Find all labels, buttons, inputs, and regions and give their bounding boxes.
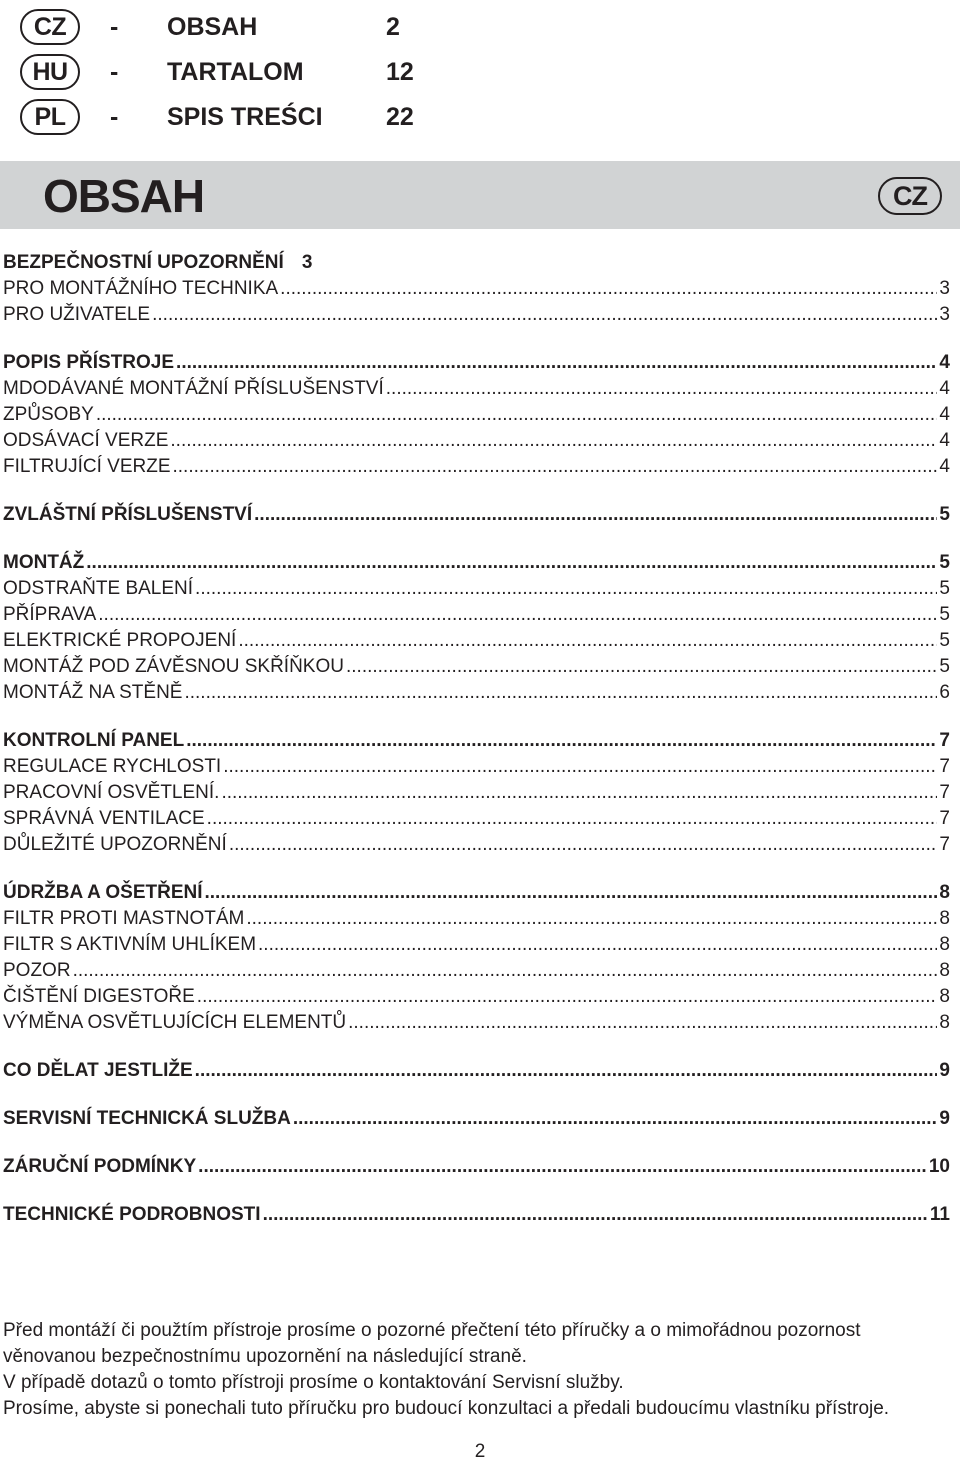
- toc-entry[interactable]: [3, 832, 950, 858]
- dot-leader: [73, 958, 938, 984]
- language-section-title: OBSAH: [167, 12, 258, 41]
- language-section-title: TARTALOM: [167, 57, 304, 86]
- intro-note: [3, 1318, 958, 1422]
- table-of-contents: [3, 250, 950, 1228]
- toc-entry-title: ÚDRŽBA A OŠETŘENÍ: [3, 882, 203, 903]
- language-section-page: 2: [386, 12, 400, 41]
- toc-entry[interactable]: [3, 250, 950, 276]
- dot-leader: [173, 454, 938, 480]
- toc-entry[interactable]: [3, 958, 950, 984]
- dot-leader: [254, 502, 937, 528]
- language-section-page: 22: [386, 102, 414, 131]
- toc-entry[interactable]: [3, 754, 950, 780]
- toc-entry[interactable]: [3, 806, 950, 832]
- toc-entry-page: 4: [939, 404, 950, 425]
- toc-entry[interactable]: [3, 1106, 950, 1132]
- toc-entry-page: 8: [939, 986, 950, 1007]
- toc-entry-page: 4: [939, 352, 950, 373]
- dot-leader: [207, 806, 938, 832]
- note-paragraph: V případě dotazů o tomto přístroji prosíme o kontaktování Servisní služby.: [3, 1372, 624, 1393]
- toc-entry-title: ELEKTRICKÉ PROPOJENÍ: [3, 630, 237, 651]
- toc-entry-title: MONTÁŽ POD ZÁVĚSNOU SKŘÍŇKOU: [3, 656, 344, 677]
- toc-entry[interactable]: [3, 302, 950, 328]
- toc-entry[interactable]: [3, 1202, 950, 1228]
- toc-entry-title: PRO MONTÁŽNÍHO TECHNIKA: [3, 278, 279, 299]
- toc-entry-title: CO DĚLAT JESTLIŽE: [3, 1060, 193, 1081]
- toc-entry[interactable]: [3, 728, 950, 754]
- toc-entry-title: KONTROLNÍ PANEL: [3, 730, 185, 751]
- toc-entry[interactable]: [3, 654, 950, 680]
- toc-entry-title: ODSÁVACÍ VERZE: [3, 430, 169, 451]
- toc-entry-page: 3: [939, 278, 950, 299]
- toc-entry-page: 7: [939, 756, 950, 777]
- separator: -: [110, 12, 119, 41]
- toc-entry[interactable]: [3, 376, 950, 402]
- toc-entry-page: 7: [939, 782, 950, 803]
- toc-entry-page: 5: [939, 604, 950, 625]
- dot-leader: [238, 628, 937, 654]
- note-paragraph: Před montáží či použtím přístroje prosíme o pozorné přečtení této příručky a o mimořádnou pozornost věnovanou bezpečnostnímu upozornění na následující straně.: [3, 1320, 861, 1367]
- toc-entry-page: 4: [939, 378, 950, 399]
- toc-entry[interactable]: [3, 576, 950, 602]
- toc-entry-page: 6: [939, 682, 950, 703]
- toc-entry-page: 4: [939, 456, 950, 477]
- toc-entry-page: 8: [939, 882, 950, 903]
- toc-entry-page: 7: [939, 730, 950, 751]
- dot-leader: [198, 1154, 927, 1180]
- toc-entry-page: 10: [928, 1156, 950, 1177]
- toc-entry[interactable]: [3, 1058, 950, 1084]
- toc-entry-title: BEZPEČNOSTNÍ UPOZORNĚNÍ: [3, 252, 284, 273]
- language-section-page: 12: [386, 57, 414, 86]
- dot-leader: [229, 832, 938, 858]
- toc-entry-title: FILTRUJÍCÍ VERZE: [3, 456, 171, 477]
- toc-entry-page: 5: [939, 552, 950, 573]
- toc-entry[interactable]: [3, 1154, 950, 1180]
- toc-entry-title: PRACOVNÍ OSVĚTLENÍ.: [3, 782, 220, 803]
- toc-entry-page: 5: [939, 656, 950, 677]
- toc-entry-title: FILTR S AKTIVNÍM UHLÍKEM: [3, 934, 257, 955]
- toc-entry[interactable]: [3, 502, 950, 528]
- toc-entry-title: MDODÁVANÉ MONTÁŽNÍ PŘÍSLUŠENSTVÍ: [3, 378, 384, 399]
- toc-entry[interactable]: [3, 602, 950, 628]
- dot-leader: [348, 1010, 937, 1036]
- dot-leader: [152, 302, 937, 328]
- dot-leader: [223, 754, 937, 780]
- dot-leader: [184, 680, 937, 706]
- dot-leader: [386, 376, 938, 402]
- language-code-badge: PL: [20, 99, 80, 135]
- language-row-pl[interactable]: [20, 97, 414, 137]
- toc-entry[interactable]: [3, 402, 950, 428]
- dot-leader: [195, 576, 937, 602]
- toc-entry-title: POZOR: [3, 960, 71, 981]
- toc-entry-page: 3: [301, 252, 313, 273]
- toc-entry-title: ZÁRUČNÍ PODMÍNKY: [3, 1156, 197, 1177]
- toc-entry-title: ZVLÁŠTNÍ PŘÍSLUŠENSTVÍ: [3, 504, 253, 525]
- toc-entry[interactable]: [3, 1010, 950, 1036]
- toc-entry-page: 8: [939, 934, 950, 955]
- toc-entry-page: 9: [939, 1060, 950, 1081]
- dot-leader: [195, 1058, 938, 1084]
- toc-entry[interactable]: [3, 550, 950, 576]
- toc-entry-page: 8: [939, 960, 950, 981]
- language-code-badge: HU: [20, 54, 80, 90]
- toc-entry-page: 5: [939, 630, 950, 651]
- dot-leader: [258, 932, 937, 958]
- toc-entry[interactable]: [3, 454, 950, 480]
- toc-entry[interactable]: [3, 628, 950, 654]
- toc-entry-title: POPIS PŘÍSTROJE: [3, 352, 175, 373]
- toc-entry[interactable]: [3, 932, 950, 958]
- dot-leader: [280, 276, 937, 302]
- dot-leader: [246, 906, 937, 932]
- dot-leader: [197, 984, 938, 1010]
- toc-entry-page: 11: [929, 1204, 950, 1225]
- toc-entry[interactable]: [3, 880, 950, 906]
- section-header-band: [0, 161, 960, 229]
- note-paragraph: Prosíme, abyste si ponechali tuto příručku pro budoucí konzultaci a předali budoucímu vlastníku přístroje.: [3, 1398, 890, 1419]
- page-number: 2: [474, 1441, 486, 1462]
- toc-entry[interactable]: [3, 428, 950, 454]
- dot-leader: [98, 602, 937, 628]
- toc-entry-page: 8: [939, 908, 950, 929]
- toc-entry-title: SERVISNÍ TECHNICKÁ SLUŽBA: [3, 1108, 291, 1129]
- dot-leader: [170, 428, 937, 454]
- dot-leader: [176, 350, 937, 376]
- dot-leader: [293, 1106, 938, 1132]
- toc-entry-page: 3: [939, 304, 950, 325]
- language-badge: CZ: [878, 177, 942, 215]
- toc-entry-title: DŮLEŽITÉ UPOZORNĚNÍ: [3, 834, 227, 855]
- toc-entry-page: 7: [939, 808, 950, 829]
- toc-entry-title: ČIŠTĚNÍ DIGESTOŘE: [3, 986, 195, 1007]
- toc-entry-page: 9: [939, 1108, 950, 1129]
- toc-entry[interactable]: [3, 680, 950, 706]
- toc-entry-title: SPRÁVNÁ VENTILACE: [3, 808, 205, 829]
- toc-entry-page: 7: [939, 834, 950, 855]
- toc-entry[interactable]: [3, 350, 950, 376]
- dot-leader: [86, 550, 937, 576]
- toc-entry[interactable]: [3, 906, 950, 932]
- toc-entry-title: ODSTRAŇTE BALENÍ: [3, 578, 194, 599]
- toc-entry-title: ZPŮSOBY: [3, 404, 94, 425]
- toc-entry-title: MONTÁŽ NA STĚNĚ: [3, 682, 183, 703]
- dot-leader: [205, 880, 938, 906]
- toc-entry-title: PRO UŽIVATELE: [3, 304, 151, 325]
- toc-entry[interactable]: [3, 780, 950, 806]
- language-row-cz[interactable]: [20, 7, 400, 47]
- dot-leader: [263, 1202, 928, 1228]
- dot-leader: [96, 402, 938, 428]
- dot-leader: [221, 780, 937, 806]
- page-title: OBSAH: [43, 170, 205, 222]
- toc-entry-page: 8: [939, 1012, 950, 1033]
- toc-entry-title: FILTR PROTI MASTNOTÁM: [3, 908, 245, 929]
- toc-entry-title: TECHNICKÉ PODROBNOSTI: [3, 1204, 261, 1225]
- toc-entry-page: 4: [939, 430, 950, 451]
- toc-entry-page: 5: [939, 504, 950, 525]
- dot-leader: [186, 728, 937, 754]
- toc-entry-page: 5: [939, 578, 950, 599]
- toc-entry[interactable]: [3, 984, 950, 1010]
- language-section-title: SPIS TREŚCI: [167, 102, 323, 131]
- language-row-hu[interactable]: [20, 52, 414, 92]
- dot-leader: [346, 654, 937, 680]
- toc-entry[interactable]: [3, 276, 950, 302]
- toc-entry-title: REGULACE RYCHLOSTI: [3, 756, 222, 777]
- toc-entry-title: VÝMĚNA OSVĚTLUJÍCÍCH ELEMENTŮ: [3, 1012, 347, 1033]
- separator: -: [110, 57, 119, 86]
- toc-entry-title: PŘÍPRAVA: [3, 604, 97, 625]
- separator: -: [110, 102, 119, 131]
- language-code-badge: CZ: [20, 9, 80, 45]
- toc-entry-title: MONTÁŽ: [3, 552, 85, 573]
